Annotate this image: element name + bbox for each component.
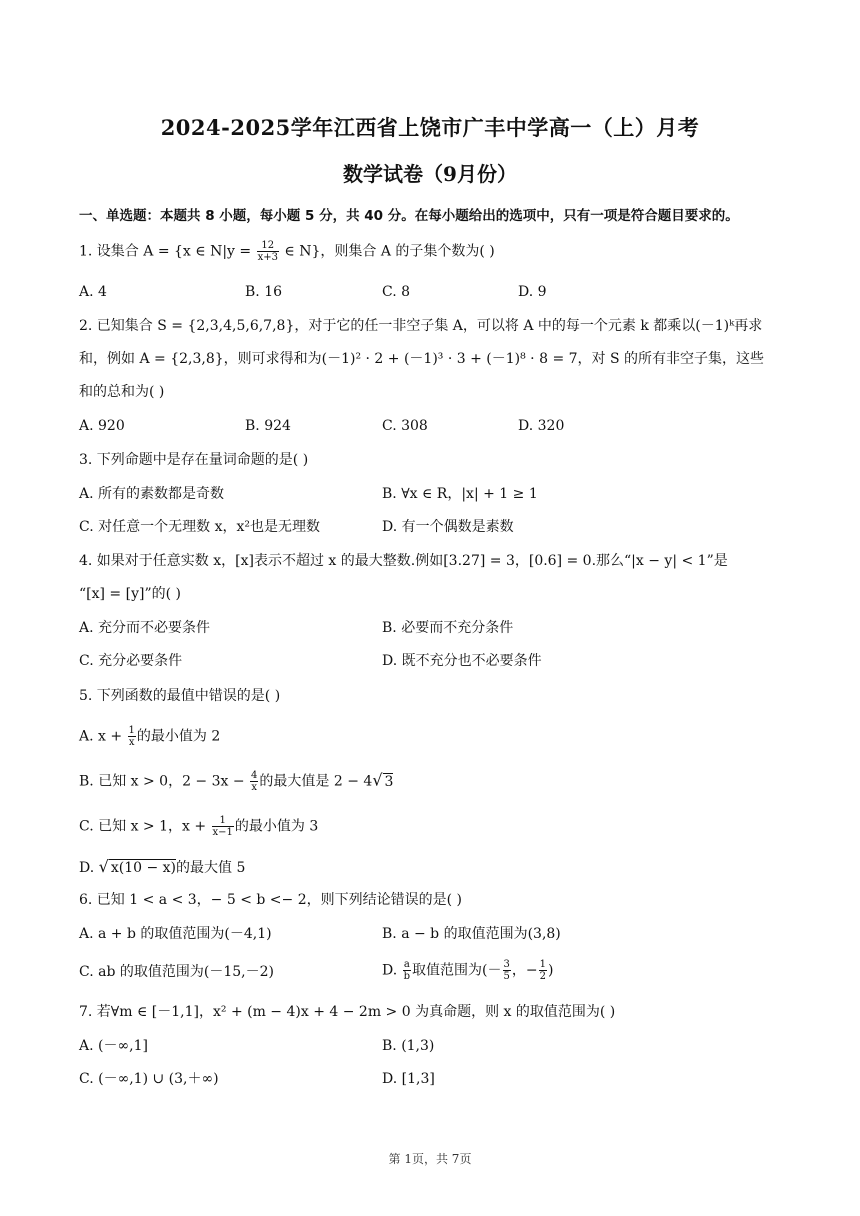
question-5-stem: 5. 下列函数的最值中错误的是( ): [79, 688, 281, 704]
fraction: $\frac{3}{5}$: [503, 959, 510, 982]
question-1-stem: 1. 设集合 A = {x ∈ N|y = $\frac{12}{x+3}$ ∈ N}，则集合 A 的子集个数为( ): [79, 240, 495, 263]
radical-sign: √: [372, 770, 383, 790]
question-1-option-a: A. 4: [79, 284, 107, 300]
fraction: $\frac{12}{x+3}$: [257, 240, 278, 263]
fraction: $\frac{1}{x}$: [128, 725, 135, 748]
question-7-option-c: C. (－∞,1) ∪ (3,＋∞): [79, 1071, 219, 1087]
question-1-option-b: B. 16: [245, 284, 283, 300]
question-3-stem: 3. 下列命题中是存在量词命题的是( ): [79, 452, 309, 468]
question-1-option-d: D. 9: [518, 284, 547, 300]
question-4-option-c: C. 充分必要条件: [79, 653, 183, 669]
question-4-stem-line-2: “[x] = [y]”的( ): [79, 586, 181, 602]
question-5-option-b: B. 已知 x > 0，2 − 3x − $\frac{4}{x}$ 的最大值是 2 − 4√ 3: [79, 770, 394, 793]
question-7-option-a: A. (－∞,1]: [79, 1038, 148, 1054]
question-3-option-b: B. ∀x ∈ R，|x| + 1 ≥ 1: [382, 486, 538, 502]
question-2-option-c: C. 308: [382, 418, 428, 434]
question-4-option-a: A. 充分而不必要条件: [79, 620, 211, 636]
question-3-option-d: D. 有一个偶数是素数: [382, 519, 514, 535]
question-3-option-c: C. 对任意一个无理数 x，x²也是无理数: [79, 519, 320, 535]
fraction: $\frac{1}{2}$: [539, 959, 546, 982]
question-3-option-a: A. 所有的素数都是奇数: [79, 486, 225, 502]
question-5-option-c: C. 已知 x > 1，x + $\frac{1}{x-1}$ 的最小值为 3: [79, 815, 319, 838]
question-6-stem: 6. 已知 1 < a < 3，− 5 < b <− 2，则下列结论错误的是( ): [79, 892, 463, 908]
question-2-stem-line-2: 和，例如 A = {2,3,8}，则可求得和为(－1)² · 2 + (－1)³ · 3 + (－1)⁸ · 8 = 7，对 S 的所有非空子集，这些: [79, 351, 765, 367]
question-5-option-d: D. √ x(10 − x)的最大值 5: [79, 857, 246, 876]
question-2-stem-line-3: 和的总和为( ): [79, 384, 165, 400]
radical-sign: √: [98, 857, 109, 876]
exam-subtitle: 数学试卷（9月份）: [343, 162, 517, 186]
question-5-option-a: A. x + $\frac{1}{x}$ 的最小值为 2: [79, 725, 221, 748]
question-6-option-d: D. $\frac{a}{b}$ 取值范围为(－ $\frac{3}{5}$ ，− $\frac{1}{2}$ ): [382, 959, 554, 982]
question-2-option-d: D. 320: [518, 418, 565, 434]
question-4-stem-line-1: 4. 如果对于任意实数 x，[x]表示不超过 x 的最大整数.例如[3.27] = 3，[0.6] = 0.那么“|x − y| < 1”是: [79, 553, 728, 569]
question-1-option-c: C. 8: [382, 284, 411, 300]
question-7-option-d: D. [1,3]: [382, 1071, 435, 1087]
fraction: $\frac{1}{x-1}$: [212, 815, 233, 838]
question-4-option-b: B. 必要而不充分条件: [382, 620, 514, 636]
question-2-option-a: A. 920: [79, 418, 125, 434]
page-footer: 第 1页，共 7页: [388, 1152, 472, 1166]
section-heading: 一、单选题：本题共 8 小题，每小题 5 分，共 40 分。在每小题给出的选项中，只有一项是符合题目要求的。: [79, 208, 739, 224]
fraction: $\frac{4}{x}$: [251, 770, 258, 793]
question-6-option-c: C. ab 的取值范围为(－15,－2): [79, 964, 274, 980]
exam-title: 2024-2025学年江西省上饶市广丰中学高一（上）月考: [160, 115, 700, 140]
question-2-option-b: B. 924: [245, 418, 291, 434]
question-7-option-b: B. (1,3): [382, 1038, 435, 1054]
fraction: $\frac{a}{b}$: [403, 959, 411, 982]
question-6-option-a: A. a + b 的取值范围为(－4,1): [79, 926, 272, 942]
question-2-stem-line-1: 2. 已知集合 S = {2,3,4,5,6,7,8}，对于它的任一非空子集 A，可以将 A 中的每一个元素 k 都乘以(－1)ᵏ再求: [79, 318, 763, 334]
question-7-stem: 7. 若∀m ∈ [－1,1]，x² + (m − 4)x + 4 − 2m > 0 为真命题，则 x 的取值范围为( ): [79, 1004, 616, 1020]
question-4-option-d: D. 既不充分也不必要条件: [382, 653, 542, 669]
question-6-option-b: B. a − b 的取值范围为(3,8): [382, 926, 561, 942]
